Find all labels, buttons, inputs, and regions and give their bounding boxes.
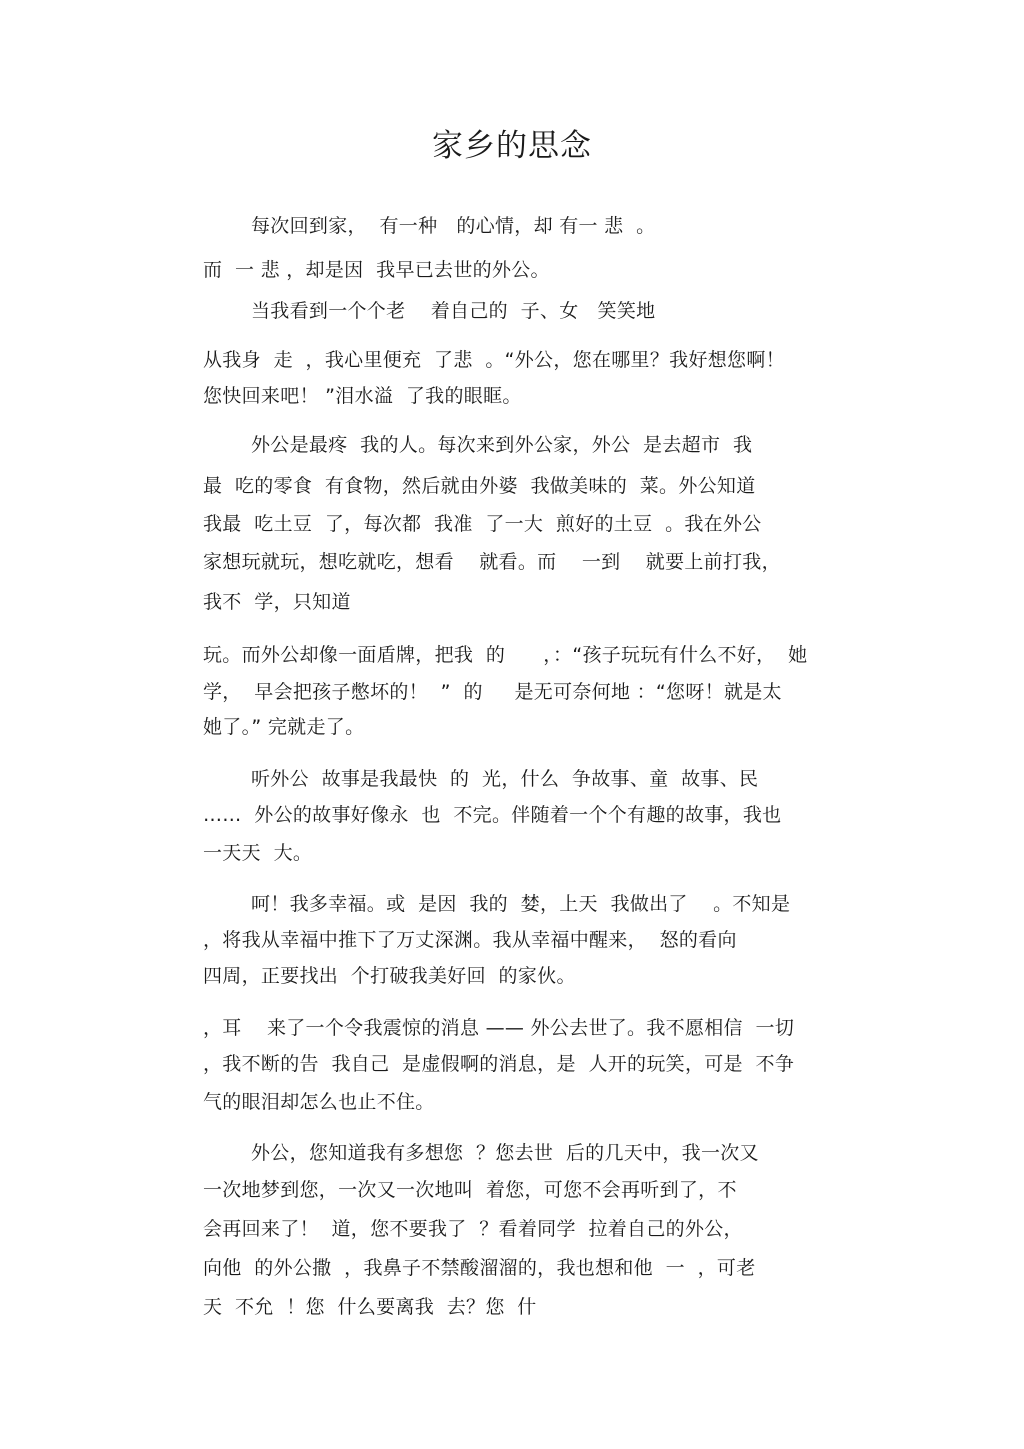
text-line: 四周，正要找出 个打破我美好回 的家伙。 <box>203 965 576 987</box>
text-line: 她了。” 完就走了。 <box>203 716 365 738</box>
text-line: ，耳 来了一个令我震惊的消息 —— 外公去世了。我不愿相信 一切 <box>203 1017 795 1039</box>
text-line: 而 一 悲 ，却是因 我早已去世的外公。 <box>203 259 550 281</box>
text-line: 天 不允 ！您 什么要离我 去？您 什 <box>203 1296 537 1318</box>
text-line: 外公，您知道我有多想您 ？您去世 后的几天中，我一次又 <box>251 1142 759 1164</box>
text-line: 听外公 故事是我最快 的 光，什么 争故事、童 故事、民 <box>251 768 759 790</box>
text-line: 会再回来了！ 道，您不要我了 ？看着同学 拉着自己的外公， <box>203 1218 743 1240</box>
text-line: 我不 学，只知道 <box>203 591 351 613</box>
text-line: 外公是最疼 我的人。每次来到外公家，外公 是去超市 我 <box>251 434 753 456</box>
text-line: 您快回来吧！ ”泪水溢 了我的眼眶。 <box>203 385 522 407</box>
text-line: 家想玩就玩，想吃就吃，想看 就看。而 一到 就要上前打我， <box>203 551 781 573</box>
text-line: 向他 的外公撒 ，我鼻子不禁酸溜溜的，我也想和他 一 ，可老 <box>203 1257 756 1279</box>
text-line: ，将我从幸福中推下了万丈深渊。我从幸福中醒来， 怒的看向 <box>203 929 737 951</box>
text-line: 每次回到家， 有一种 的心情，却 有一 悲 。 <box>251 215 656 237</box>
text-line: 一次地梦到您，一次又一次地叫 着您，可您不会再听到了，不 <box>203 1179 737 1201</box>
text-line: 气的眼泪却怎么也止不住。 <box>203 1091 435 1113</box>
text-line: 玩。而外公却像一面盾牌，把我 的 ，：“孩子玩玩有什么不好， 她 <box>203 644 808 666</box>
text-line: 从我身 走 ，我心里便充 了悲 。“外公，您在哪里？我好想您啊！ <box>203 349 785 371</box>
text-line: 最 吃的零食 有食物，然后就由外婆 我做美味的 菜。外公知道 <box>203 475 756 497</box>
text-line: 当我看到一个个老 着自己的 子、女 笑笑地 <box>251 300 656 322</box>
text-line: 我最 吃土豆 了，每次都 我准 了一大 煎好的土豆 。我在外公 <box>203 513 762 535</box>
page-title: 家乡的思念 <box>432 128 592 164</box>
text-line: 呵！我多幸福。或 是因 我的 婪，上天 我做出了 。不知是 <box>251 893 791 915</box>
text-line: 学， 早会把孩子憋坏的！ ” 的 是无可奈何地 ：“您呀！就是太 <box>203 681 782 703</box>
text-line: …… 外公的故事好像永 也 不完。伴随着一个个有趣的故事，我也 <box>203 804 782 826</box>
text-line: ，我不断的告 我自己 是虚假啊的消息，是 人开的玩笑，可是 不争 <box>203 1053 795 1075</box>
text-line: 一天天 大。 <box>203 842 313 864</box>
